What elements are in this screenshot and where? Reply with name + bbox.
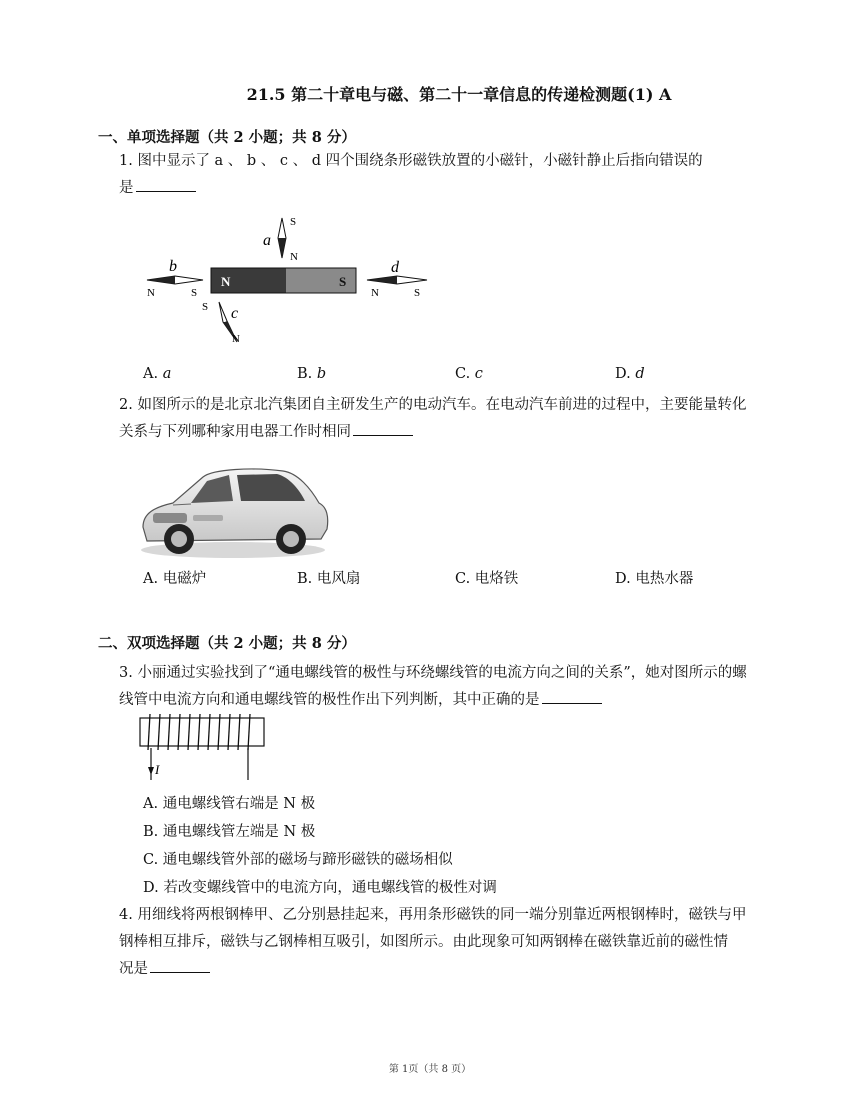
compass-a-s-label: S bbox=[290, 216, 297, 228]
question-4 bbox=[119, 902, 769, 983]
answer-blank[interactable] bbox=[542, 689, 602, 704]
q1-option-b[interactable]: B. b bbox=[297, 366, 327, 382]
question-3-line2: 线管中电流方向和通电螺线管的极性作出下列判断，其中正确的是 bbox=[119, 687, 769, 714]
section-heading-double-choice: 二、双项选择题（共 2 小题；共 8 分） bbox=[98, 635, 356, 652]
question-2-line1: 2. 如图所示的是北京北汽集团自主研发生产的电动汽车。在电动汽车前进的过程中，主要能量转化 bbox=[119, 397, 747, 413]
question-3 bbox=[119, 660, 769, 714]
question-1-line2: 是 bbox=[119, 175, 769, 202]
compass-c-label: c bbox=[231, 305, 239, 322]
q1-option-c[interactable]: C. c bbox=[455, 366, 483, 382]
current-label: I bbox=[155, 762, 160, 777]
q1-option-a[interactable]: A. a bbox=[143, 366, 172, 382]
question-1-line1: 1. 图中显示了 a 、 b 、 c 、 d 四个围绕条形磁铁放置的小磁针，小磁针静止后指向错误的 bbox=[119, 153, 703, 169]
answer-blank[interactable] bbox=[150, 958, 210, 973]
electric-car-image bbox=[133, 455, 333, 560]
page-title: 21.5 第二十章电与磁、第二十一章信息的传递检测题(1) A bbox=[246, 85, 672, 104]
magnet-n-label: N bbox=[221, 274, 231, 289]
q2-option-d[interactable]: D. 电热水器 bbox=[615, 571, 694, 587]
answer-blank[interactable] bbox=[353, 421, 413, 436]
compass-b-s-label: S bbox=[191, 287, 198, 299]
compass-a-label: a bbox=[263, 232, 271, 249]
q2-option-c[interactable]: C. 电烙铁 bbox=[455, 571, 519, 587]
q2-option-b[interactable]: B. 电风扇 bbox=[297, 571, 361, 587]
q3-option-b[interactable]: B. 通电螺线管左端是 N 极 bbox=[143, 824, 316, 840]
q2-option-a[interactable]: A. 电磁炉 bbox=[143, 571, 207, 587]
compass-b-label: b bbox=[169, 258, 177, 275]
solenoid-figure bbox=[136, 712, 271, 784]
q1-option-d[interactable]: D. d bbox=[615, 366, 645, 382]
question-3-line1: 3. 小丽通过实验找到了“通电螺线管的极性与环绕螺线管的电流方向之间的关系”，她对图所示的螺 bbox=[119, 665, 747, 681]
compass-d-label: d bbox=[391, 259, 399, 276]
question-2-line2: 关系与下列哪种家用电器工作时相同 bbox=[119, 419, 769, 446]
question-4-line2: 钢棒相互排斥，磁铁与乙钢棒相互吸引，如图所示。由此现象可知两钢棒在磁铁靠近前的磁性情 bbox=[119, 934, 728, 950]
page-footer: 第 1页（共 8 页） bbox=[388, 1064, 472, 1075]
question-4-line1: 4. 用细线将两根钢棒甲、乙分别悬挂起来，再用条形磁铁的同一端分别靠近两根钢棒时，磁铁与甲 bbox=[119, 907, 747, 923]
question-4-line3: 况是 bbox=[119, 956, 769, 983]
question-1 bbox=[119, 148, 769, 202]
compass-d-s-label: S bbox=[414, 287, 421, 299]
compass-c-s-label: S bbox=[202, 301, 209, 313]
bar-magnet-compass-figure bbox=[135, 210, 435, 350]
q3-option-a[interactable]: A. 通电螺线管右端是 N 极 bbox=[143, 796, 316, 812]
q3-option-c[interactable]: C. 通电螺线管外部的磁场与蹄形磁铁的磁场相似 bbox=[143, 852, 453, 868]
compass-c-n-label: N bbox=[232, 333, 240, 345]
compass-b-n-label: N bbox=[147, 287, 155, 299]
magnet-s-label: S bbox=[339, 274, 347, 289]
answer-blank[interactable] bbox=[136, 177, 196, 192]
section-heading-single-choice: 一、单项选择题（共 2 小题；共 8 分） bbox=[98, 129, 356, 146]
question-2 bbox=[119, 392, 769, 446]
q3-option-d[interactable]: D. 若改变螺线管中的电流方向，通电螺线管的极性对调 bbox=[143, 880, 497, 896]
compass-a-n-label: N bbox=[290, 251, 298, 263]
compass-d-n-label: N bbox=[371, 287, 379, 299]
